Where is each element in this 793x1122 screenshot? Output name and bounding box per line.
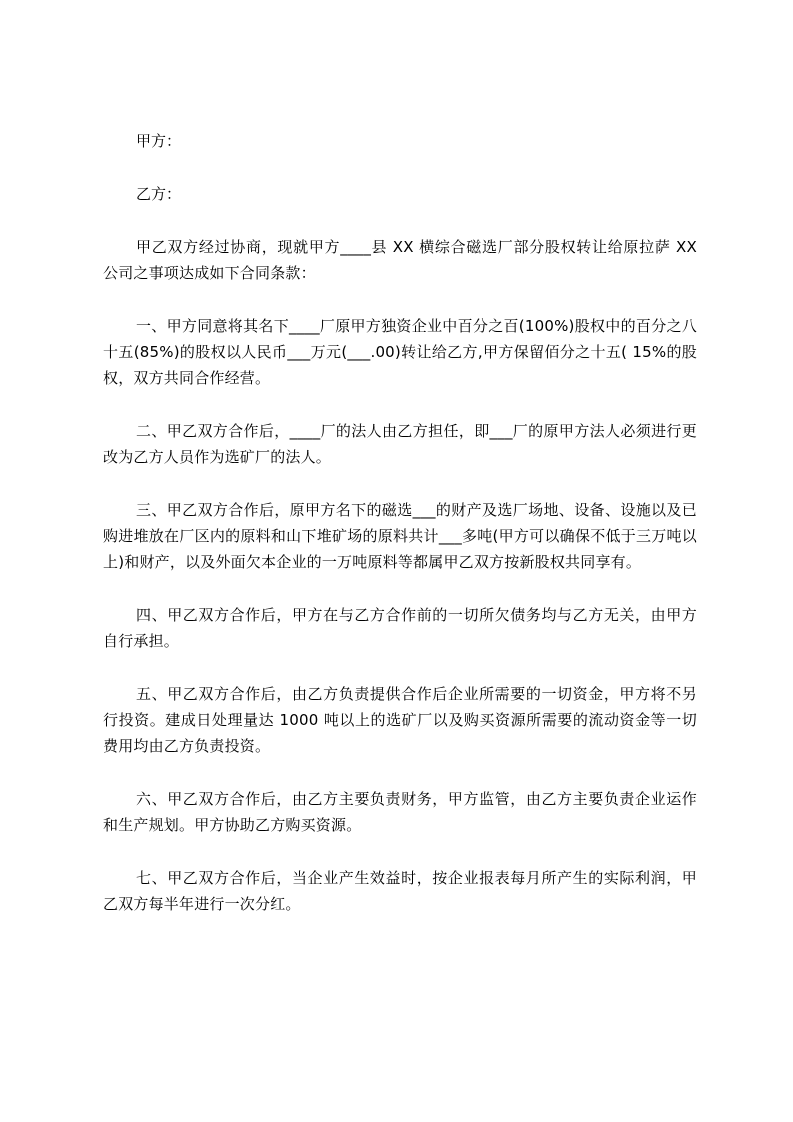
clause-3: 三、甲乙双方合作后，原甲方名下的磁选___的财产及选厂场地、设备、设施以及已购进堆放在厂区内的原料和山下堆矿场的原料共计___多吨(甲方可以确保不低于三万吨以上)和财产，以及外面欠本企业的一万吨原料等都属甲乙双方按新股权共同享有。 [103,501,697,571]
contract-body [103,128,697,944]
clause-2: 二、甲乙双方合作后，____厂的法人由乙方担任，即___厂的原甲方法人必须进行更改为乙方人员作为选矿厂的法人。 [103,422,697,466]
clause-1: 一、甲方同意将其名下____厂原甲方独资企业中百分之百(100%)股权中的百分之八十五(85%)的股权以人民币___万元(___.00)转让给乙方,甲方保留佰分之十五( 15%的股权，双方共同合作经营。 [103,317,697,387]
clause-7: 七、甲乙双方合作后，当企业产生效益时，按企业报表每月所产生的实际利润，甲乙双方每半年进行一次分红。 [103,869,697,913]
party-a-line: 甲方： [136,132,182,150]
clause-6: 六、甲乙双方合作后，由乙方主要负责财务，甲方监管，由乙方主要负责企业运作和生产规划。甲方协助乙方购买资源。 [103,790,697,834]
clause-5: 五、甲乙双方合作后，由乙方负责提供合作后企业所需要的一切资金，甲方将不另行投资。建成日处理量达 1000 吨以上的选矿厂以及购买资源所需要的流动资金等一切费用均由乙方负责投资。 [103,685,697,755]
clause-4: 四、甲乙双方合作后，甲方在与乙方合作前的一切所欠债务均与乙方无关，由甲方自行承担。 [103,606,697,650]
intro-paragraph: 甲乙双方经过协商，现就甲方____县 XX 横综合磁选厂部分股权转让给原拉萨 XX 公司之事项达成如下合同条款： [103,238,697,282]
party-b-line: 乙方： [136,185,182,203]
